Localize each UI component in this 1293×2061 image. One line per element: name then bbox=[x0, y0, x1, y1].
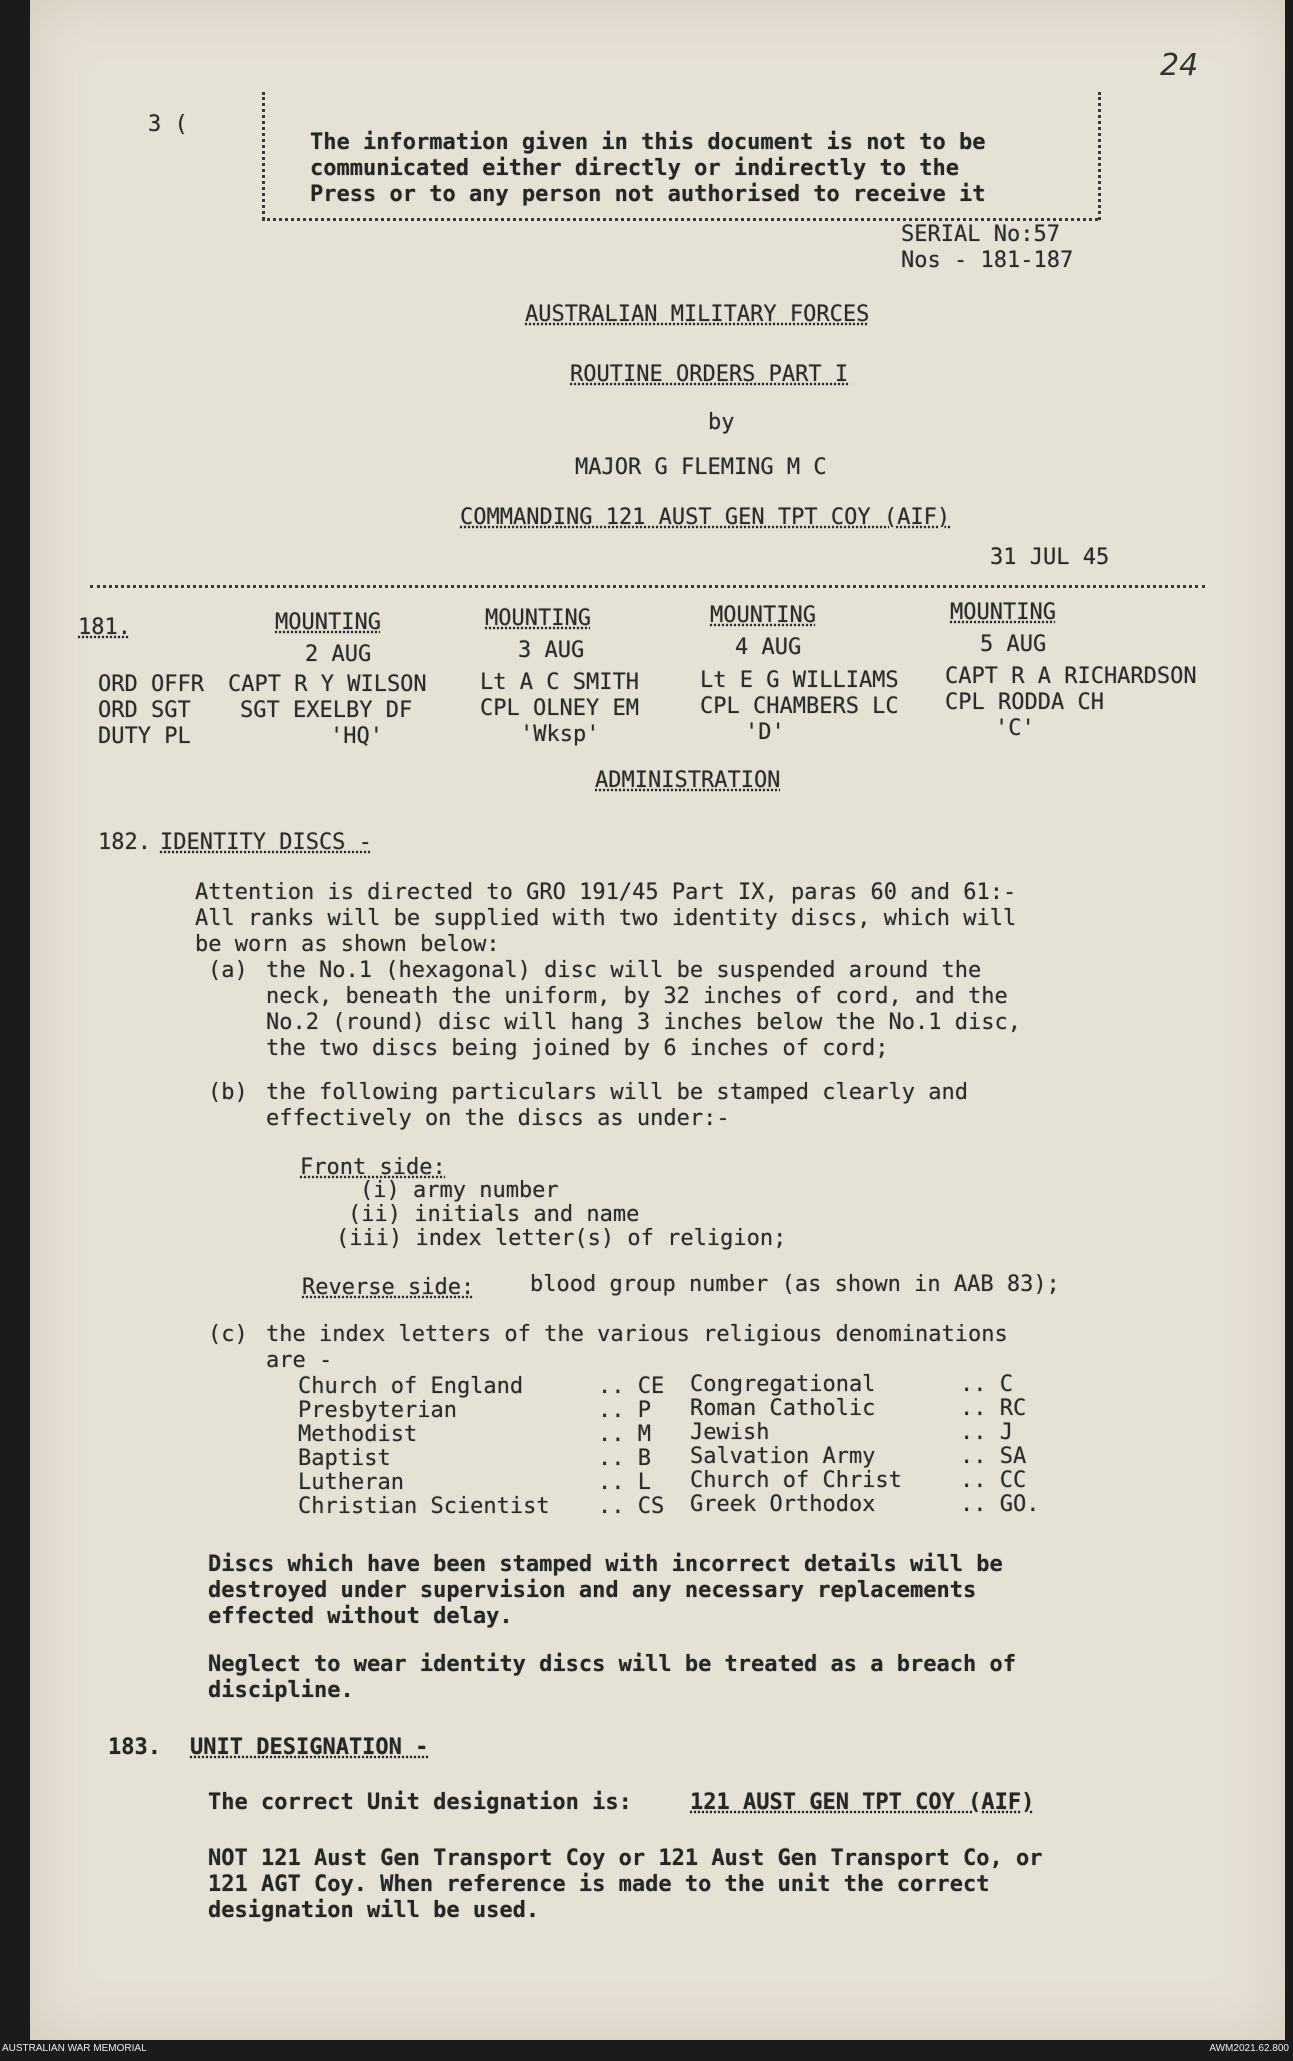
denomination-name: Church of Christ bbox=[690, 1468, 902, 1493]
denomination-code: .. CE bbox=[598, 1374, 665, 1399]
designation-value: 121 AUST GEN TPT COY (AIF) bbox=[690, 1790, 1035, 1815]
serial-range: Nos - 181-187 bbox=[901, 248, 1074, 273]
para-c-label: (c) bbox=[208, 1322, 248, 1347]
para-a-label: (a) bbox=[208, 958, 248, 983]
duty-col1-officer: CAPT R Y WILSON bbox=[228, 672, 427, 697]
duty-col2-pl: 'Wksp' bbox=[520, 722, 600, 747]
duty-col2-date: 3 AUG bbox=[518, 638, 585, 663]
role-ord-offr: ORD OFFR bbox=[98, 672, 204, 697]
footer-archive: AUSTRALIAN WAR MEMORIAL bbox=[2, 2043, 147, 2054]
denomination-code: .. GO. bbox=[960, 1492, 1040, 1517]
item-182-intro-3: be worn as shown below: bbox=[195, 932, 500, 957]
duty-col3-date: 4 AUG bbox=[735, 635, 802, 660]
duty-col1-pl: 'HQ' bbox=[330, 724, 383, 749]
commander-unit: COMMANDING 121 AUST GEN TPT COY (AIF) bbox=[460, 505, 951, 530]
denomination-code: .. B bbox=[598, 1446, 651, 1471]
item-182-intro-2: All ranks will be supplied with two identity discs, which will bbox=[195, 906, 1017, 931]
front-item-ii: (ii) initials and name bbox=[348, 1202, 640, 1227]
denomination-row bbox=[298, 1374, 664, 1400]
designation-note-3: designation will be used. bbox=[208, 1898, 540, 1923]
duty-col4-heading: MOUNTING bbox=[950, 600, 1056, 625]
commander-name: MAJOR G FLEMING M C bbox=[575, 455, 827, 480]
denomination-code: .. L bbox=[598, 1470, 651, 1495]
neglect-line-2: discipline. bbox=[208, 1678, 354, 1703]
incorrect-discs-line-1: Discs which have been stamped with incorrect details will be bbox=[208, 1552, 1003, 1577]
notice-line-1: The information given in this document is not to be bbox=[310, 130, 986, 155]
para-a-line-4: the two discs being joined by 6 inches of cord; bbox=[266, 1036, 889, 1061]
orders-title: ROUTINE ORDERS PART I bbox=[570, 362, 849, 387]
denomination-name: Methodist bbox=[298, 1422, 418, 1447]
margin-mark: 3 ( bbox=[148, 112, 188, 137]
serial-number: SERIAL No:57 bbox=[901, 222, 1060, 247]
denomination-row bbox=[690, 1420, 1013, 1446]
neglect-line-1: Neglect to wear identity discs will be treated as a breach of bbox=[208, 1652, 1016, 1677]
duty-col1-date: 2 AUG bbox=[305, 642, 372, 667]
denomination-name: Christian Scientist bbox=[298, 1494, 550, 1519]
item-183-title: UNIT DESIGNATION - bbox=[190, 1735, 429, 1760]
duty-col1-heading: MOUNTING bbox=[275, 610, 381, 635]
denomination-row bbox=[690, 1396, 1026, 1422]
duty-col2-heading: MOUNTING bbox=[485, 606, 591, 631]
denomination-name: Presbyterian bbox=[298, 1398, 457, 1423]
duty-col4-pl: 'C' bbox=[995, 716, 1035, 741]
front-side-label: Front side: bbox=[300, 1155, 446, 1180]
reverse-side-text: blood group number (as shown in AAB 83); bbox=[530, 1272, 1060, 1297]
item-181-number: 181. bbox=[78, 615, 131, 640]
duty-col2-officer: Lt A C SMITH bbox=[480, 670, 639, 695]
denomination-row bbox=[690, 1444, 1026, 1470]
duty-col3-heading: MOUNTING bbox=[710, 603, 816, 628]
duty-col3-sgt: CPL CHAMBERS LC bbox=[700, 694, 899, 719]
denomination-name: Baptist bbox=[298, 1446, 391, 1471]
front-item-iii: (iii) index letter(s) of religion; bbox=[336, 1226, 787, 1251]
denomination-name: Lutheran bbox=[298, 1470, 404, 1495]
denomination-row bbox=[690, 1468, 1026, 1494]
incorrect-discs-line-2: destroyed under supervision and any necessary replacements bbox=[208, 1578, 977, 1603]
reverse-side-label: Reverse side: bbox=[302, 1275, 475, 1300]
section-heading: ADMINISTRATION bbox=[595, 768, 781, 793]
document-page bbox=[30, 0, 1285, 2040]
denomination-row bbox=[298, 1398, 651, 1424]
para-a-line-3: No.2 (round) disc will hang 3 inches below the No.1 disc, bbox=[266, 1010, 1021, 1035]
duty-col1-sgt: SGT EXELBY DF bbox=[240, 698, 413, 723]
denomination-row bbox=[690, 1492, 1039, 1518]
para-c-line-1: the index letters of the various religious denominations bbox=[266, 1322, 1008, 1347]
orders-by: by bbox=[708, 410, 735, 435]
denomination-code: .. J bbox=[960, 1420, 1013, 1445]
role-duty-pl: DUTY PL bbox=[98, 724, 191, 749]
denomination-code: .. CC bbox=[960, 1468, 1027, 1493]
duty-col3-pl: 'D' bbox=[745, 720, 785, 745]
denomination-name: Salvation Army bbox=[690, 1444, 876, 1469]
designation-note-1: NOT 121 Aust Gen Transport Coy or 121 Aust Gen Transport Co, or bbox=[208, 1846, 1043, 1871]
denomination-name: Jewish bbox=[690, 1420, 770, 1445]
para-b-label: (b) bbox=[208, 1080, 248, 1105]
designation-lead: The correct Unit designation is: bbox=[208, 1790, 632, 1815]
denomination-row bbox=[298, 1470, 651, 1496]
designation-note-2: 121 AGT Coy. When reference is made to the unit the correct bbox=[208, 1872, 990, 1897]
notice-line-3: Press or to any person not authorised to receive it bbox=[310, 182, 986, 207]
denomination-code: .. M bbox=[598, 1422, 651, 1447]
notice-box-left bbox=[262, 92, 265, 220]
denomination-row bbox=[298, 1446, 651, 1472]
org-heading: AUSTRALIAN MILITARY FORCES bbox=[525, 302, 870, 327]
denomination-name: Roman Catholic bbox=[690, 1396, 876, 1421]
denomination-name: Congregational bbox=[690, 1372, 876, 1397]
duty-col4-sgt: CPL RODDA CH bbox=[945, 690, 1104, 715]
duty-col4-officer: CAPT R A RICHARDSON bbox=[945, 664, 1197, 689]
duty-col4-date: 5 AUG bbox=[980, 632, 1047, 657]
denomination-code: .. C bbox=[960, 1372, 1013, 1397]
denomination-code: .. P bbox=[598, 1398, 651, 1423]
para-c-line-2: are - bbox=[266, 1348, 333, 1373]
duty-col3-officer: Lt E G WILLIAMS bbox=[700, 668, 899, 693]
handwritten-page-number: 24 bbox=[1160, 48, 1199, 83]
header-divider bbox=[90, 585, 1205, 588]
notice-box-right bbox=[1098, 92, 1101, 220]
denomination-row bbox=[298, 1494, 664, 1520]
role-ord-sgt: ORD SGT bbox=[98, 698, 191, 723]
duty-col2-sgt: CPL OLNEY EM bbox=[480, 696, 639, 721]
notice-line-2: communicated either directly or indirectly to the bbox=[310, 156, 960, 181]
para-b-line-2: effectively on the discs as under:- bbox=[266, 1106, 730, 1131]
para-a-line-2: neck, beneath the uniform, by 32 inches of cord, and the bbox=[266, 984, 1008, 1009]
item-182-intro-1: Attention is directed to GRO 191/45 Part IX, paras 60 and 61:- bbox=[195, 880, 1017, 905]
para-a-line-1: the No.1 (hexagonal) disc will be suspended around the bbox=[266, 958, 982, 983]
notice-box-bottom bbox=[262, 218, 1098, 221]
denomination-code: .. RC bbox=[960, 1396, 1027, 1421]
item-182-title: IDENTITY DISCS - bbox=[160, 830, 372, 855]
denomination-code: .. SA bbox=[960, 1444, 1027, 1469]
item-182-number: 182. bbox=[98, 830, 151, 855]
incorrect-discs-line-3: effected without delay. bbox=[208, 1604, 513, 1629]
para-b-line-1: the following particulars will be stamped clearly and bbox=[266, 1080, 968, 1105]
orders-date: 31 JUL 45 bbox=[990, 545, 1110, 570]
denomination-name: Greek Orthodox bbox=[690, 1492, 876, 1517]
denomination-name: Church of England bbox=[298, 1374, 524, 1399]
denomination-code: .. CS bbox=[598, 1494, 665, 1519]
front-item-i: (i) army number bbox=[360, 1178, 559, 1203]
denomination-row bbox=[690, 1372, 1013, 1398]
footer-reference: AWM2021.62.800 bbox=[1209, 2043, 1289, 2054]
item-183-number: 183. bbox=[108, 1735, 161, 1760]
denomination-row bbox=[298, 1422, 651, 1448]
